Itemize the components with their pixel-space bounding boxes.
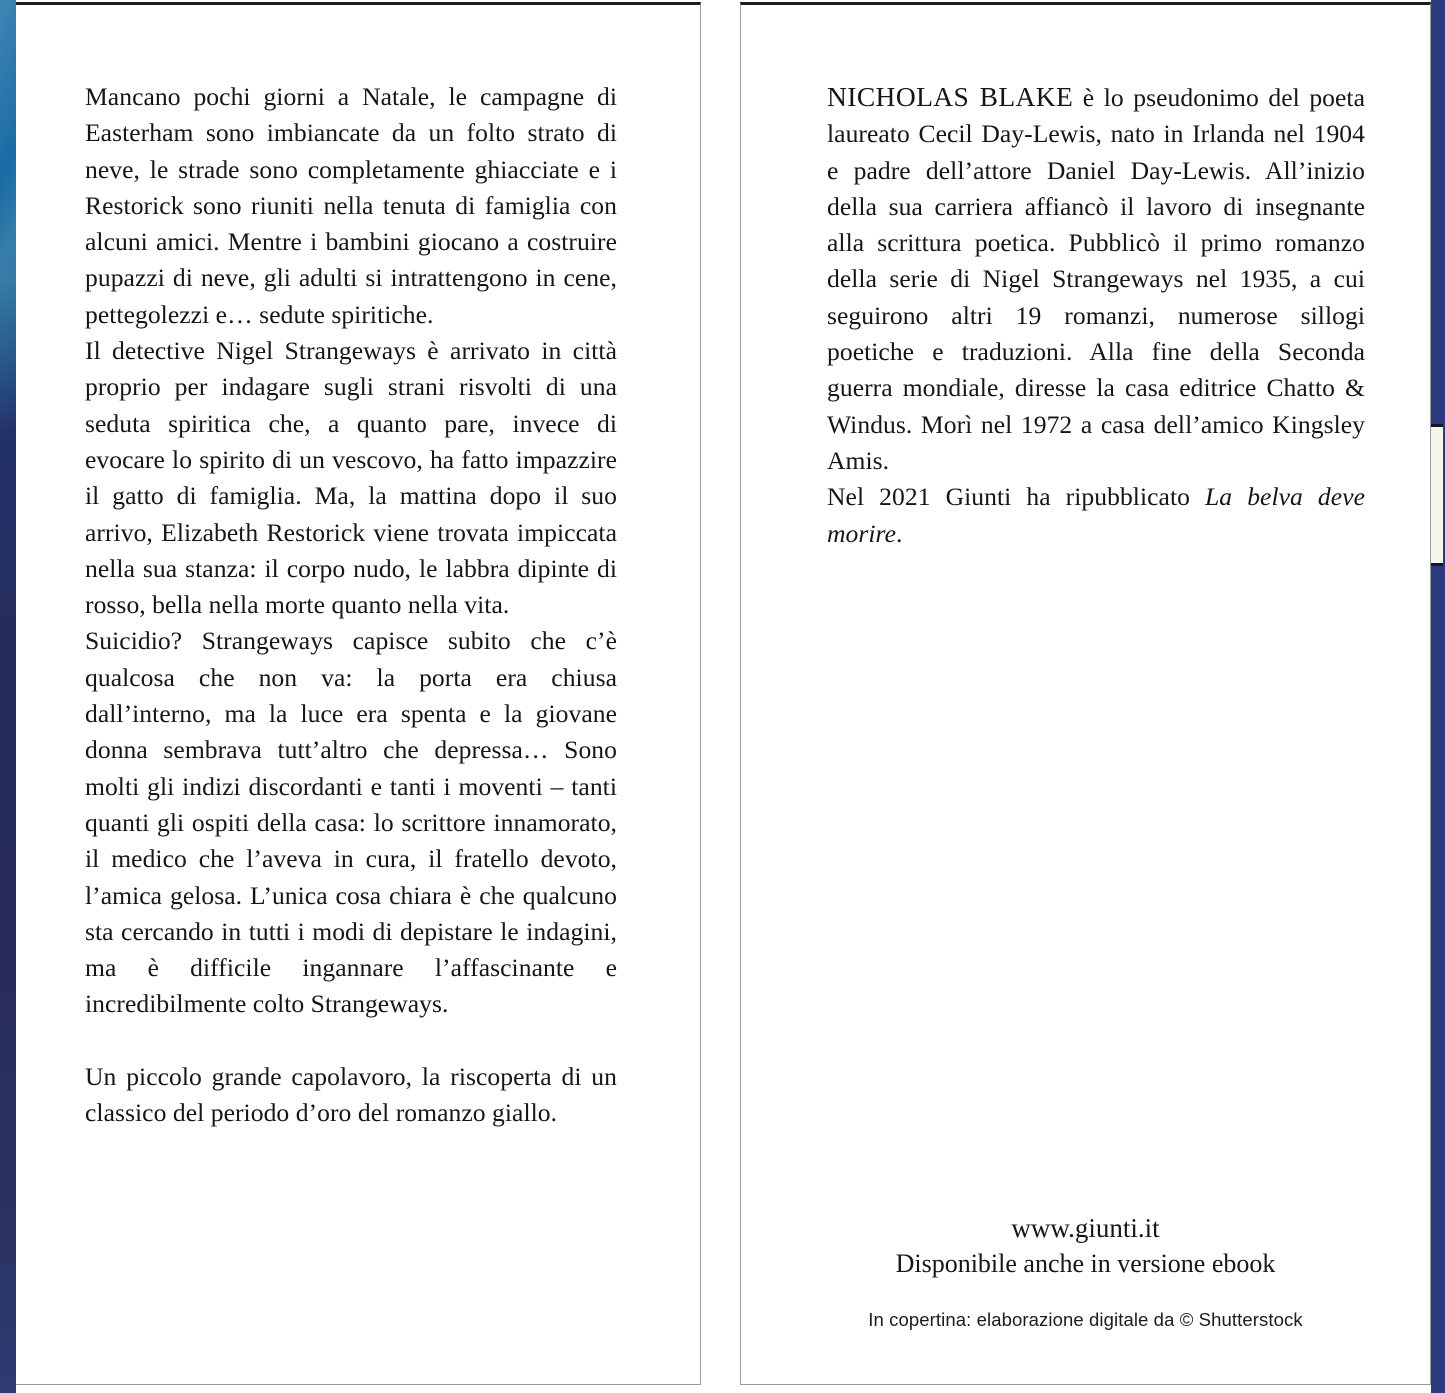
blurb-text-block bbox=[85, 79, 617, 1131]
reissue-note-paragraph bbox=[827, 479, 1365, 552]
cover-right-edge-strip bbox=[1431, 0, 1445, 1393]
author-bio-block bbox=[827, 79, 1365, 552]
reissue-book-title: La belva deve morire bbox=[827, 482, 1366, 548]
reissue-note-lead: Nel 2021 Giunti ha ripubblicato bbox=[827, 482, 1206, 512]
blurb-paragraph-1: Mancano pochi giorni a Natale, le campagne di Easterham sono imbiancate da un folto strato di neve, le strade sono completamente ghiacciate e i Restorick sono riuniti nella tenuta di famiglia con alcuni amici. Mentre i bambini giocano a costruire pupazzi di neve, gli adulti si intrattengono in cene, pettegolezzi e… sedute spiritiche. bbox=[85, 82, 617, 329]
cover-image-credit: In copertina: elaborazione digitale da © Shutterstock bbox=[868, 1309, 1303, 1330]
author-name: NICHOLAS BLAKE bbox=[827, 81, 1074, 112]
publisher-website[interactable]: www.giunti.it bbox=[1011, 1213, 1160, 1243]
ebook-availability-note: Disponibile anche in versione ebook bbox=[895, 1249, 1276, 1278]
bio-page-inner bbox=[741, 5, 1430, 1384]
cover-left-edge-strip bbox=[0, 0, 16, 1393]
blurb-paragraph-3: Suicidio? Strangeways capisce subito che c’è qualcosa che non va: la porta era chiusa dall’interno, ma la luce era spenta e la giovane donna sembrava tutt’altro che depressa… Sono molti gli indizi discordanti e tanti i moventi – tanti quanti gli ospiti della casa: lo scrittore innamorato, il medico che l’aveva in cura, il fratello devoto, l’amica gelosa. L’unica cosa chiara è che qualcuno sta cercando in tutti i modi di depistare le indagini, ma è difficile ingannare l’affascinante e incredibilmente colto Strangeways. bbox=[85, 626, 617, 1019]
cover-left-edge-sheen bbox=[0, 0, 16, 440]
author-bio-page bbox=[740, 2, 1431, 1385]
publisher-footer bbox=[741, 1210, 1430, 1332]
blurb-page-inner bbox=[15, 5, 700, 1384]
reissue-note-tail: . bbox=[896, 518, 903, 548]
author-bio-text: è lo pseudonimo del poeta laureato Cecil Day-Lewis, nato in Irlanda nel 1904 e padre dell’attore Daniel Day-Lewis. All’inizio della sua carriera affiancò il lavoro di insegnante alla scrittura poetica. Pubblicò il primo romanzo della serie di Nigel Strangeways nel 1935, a cui seguirono altri 19 romanzi, numerose sillogi poetiche e traduzioni. Alla fine della Seconda guerra mondiale, diresse la casa editrice Chatto & Windus. Morì nel 1972 a casa dell’amico Kingsley Amis. bbox=[827, 83, 1365, 475]
cover-right-edge-notch bbox=[1431, 424, 1443, 566]
blurb-paragraph-2: Il detective Nigel Strangeways è arrivato in città proprio per indagare sugli strani risvolti di una seduta spiritica che, a quanto pare, invece di evocare lo spirito di un vescovo, ha fatto impazzire il gatto di famiglia. Ma, la mattina dopo il suo arrivo, Elizabeth Restorick viene trovata impiccata nella sua stanza: il corpo nudo, le labbra dipinte di rosso, bella nella morte quanto nella vita. bbox=[85, 336, 617, 620]
blurb-paragraph-4: Un piccolo grande capolavoro, la riscoperta di un classico del periodo d’oro del romanzo giallo. bbox=[85, 1061, 617, 1128]
author-bio-paragraph bbox=[827, 79, 1365, 479]
back-cover-blurb-page bbox=[14, 2, 701, 1385]
